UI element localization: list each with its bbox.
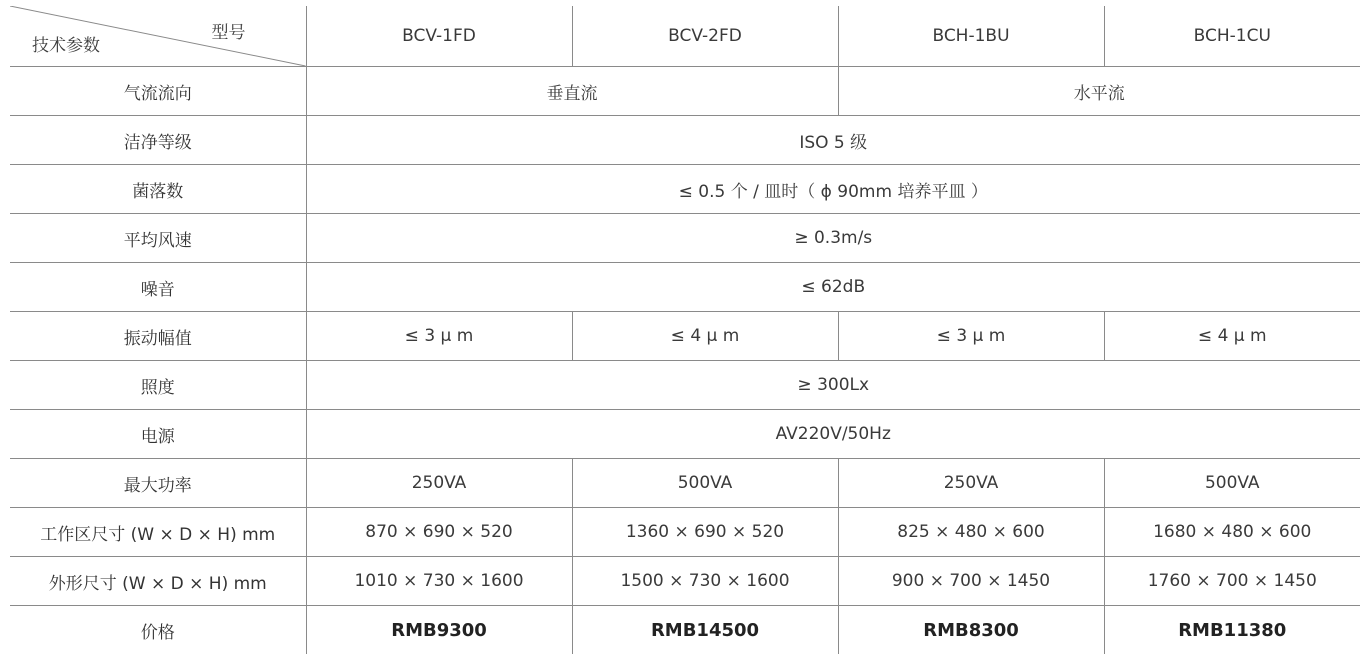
row-label: 气流流向 xyxy=(10,67,306,116)
table-cell: ≥ 300Lx xyxy=(306,361,1360,410)
table-cell: 250VA xyxy=(306,459,572,508)
table-cell: 1760 × 700 × 1450 xyxy=(1104,557,1360,606)
table-cell: 500VA xyxy=(1104,459,1360,508)
table-row xyxy=(10,606,1360,655)
spec-table xyxy=(10,6,1360,654)
table-cell: ≤ 3 μ m xyxy=(838,312,1104,361)
model-header-label: 型号 xyxy=(211,23,246,43)
table-cell: ≤ 0.5 个 / 皿时（ ϕ 90mm 培养平皿 ） xyxy=(306,165,1360,214)
table-row xyxy=(10,67,1360,116)
table-row xyxy=(10,165,1360,214)
table-row xyxy=(10,116,1360,165)
table-cell: 1500 × 730 × 1600 xyxy=(572,557,838,606)
table-cell: ≤ 62dB xyxy=(306,263,1360,312)
table-row xyxy=(10,459,1360,508)
table-cell: ≥ 0.3m/s xyxy=(306,214,1360,263)
row-label: 振动幅值 xyxy=(10,312,306,361)
row-label: 菌落数 xyxy=(10,165,306,214)
price-cell: RMB11380 xyxy=(1104,606,1360,655)
table-cell: 1680 × 480 × 600 xyxy=(1104,508,1360,557)
table-cell: ≤ 4 μ m xyxy=(572,312,838,361)
table-cell: 垂直流 xyxy=(306,67,838,116)
table-row xyxy=(10,263,1360,312)
table-cell: 825 × 480 × 600 xyxy=(838,508,1104,557)
table-row xyxy=(10,312,1360,361)
row-label: 平均风速 xyxy=(10,214,306,263)
table-row xyxy=(10,508,1360,557)
model-header-cell: BCH-1BU xyxy=(838,6,1104,67)
table-cell: 1360 × 690 × 520 xyxy=(572,508,838,557)
table-cell: 900 × 700 × 1450 xyxy=(838,557,1104,606)
row-label: 价格 xyxy=(10,606,306,655)
row-label: 最大功率 xyxy=(10,459,306,508)
price-cell: RMB8300 xyxy=(838,606,1104,655)
table-cell: ISO 5 级 xyxy=(306,116,1360,165)
table-cell: 1010 × 730 × 1600 xyxy=(306,557,572,606)
row-label: 电源 xyxy=(10,410,306,459)
table-cell: ≤ 4 μ m xyxy=(1104,312,1360,361)
table-cell: ≤ 3 μ m xyxy=(306,312,572,361)
table-row xyxy=(10,361,1360,410)
table-row xyxy=(10,214,1360,263)
table-cell: 250VA xyxy=(838,459,1104,508)
row-label: 工作区尺寸 (W × D × H) mm xyxy=(10,508,306,557)
parameter-header-label: 技术参数 xyxy=(32,36,100,56)
row-label: 噪音 xyxy=(10,263,306,312)
table-cell: 水平流 xyxy=(838,67,1360,116)
model-header-cell: BCH-1CU xyxy=(1104,6,1360,67)
price-cell: RMB14500 xyxy=(572,606,838,655)
table-cell: AV220V/50Hz xyxy=(306,410,1360,459)
price-cell: RMB9300 xyxy=(306,606,572,655)
table-cell: 500VA xyxy=(572,459,838,508)
header-corner-cell xyxy=(10,6,306,67)
table-cell: 870 × 690 × 520 xyxy=(306,508,572,557)
table-row xyxy=(10,410,1360,459)
model-header-cell: BCV-2FD xyxy=(572,6,838,67)
model-header-cell: BCV-1FD xyxy=(306,6,572,67)
row-label: 外形尺寸 (W × D × H) mm xyxy=(10,557,306,606)
row-label: 照度 xyxy=(10,361,306,410)
table-row xyxy=(10,557,1360,606)
header-row xyxy=(10,6,1360,67)
row-label: 洁净等级 xyxy=(10,116,306,165)
